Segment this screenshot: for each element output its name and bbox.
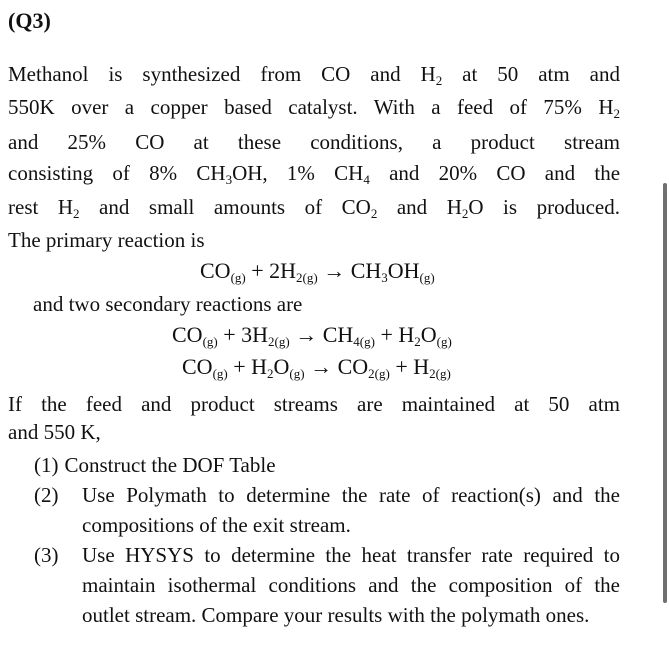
intro-line-6: The primary reaction is — [8, 228, 205, 252]
task-number: (2) — [34, 483, 59, 507]
primary-reaction-equation: $CO_{(g)} + 2H_{2(g)} \to CH_3OH_{(g)}$ — [200, 258, 435, 285]
task-2 — [34, 480, 620, 540]
task-number: (1) — [34, 453, 59, 477]
task-3 — [34, 540, 620, 630]
task-text: Use Polymath to determine the rate of reaction(s) and the compositions of the exit stream. — [82, 483, 620, 537]
task-number: (3) — [34, 543, 59, 567]
task-text: Construct the DOF Table — [64, 453, 276, 477]
condition-line-1: If the feed and product streams are maintained at 50 atm — [8, 392, 620, 416]
question-label: (Q3) — [8, 8, 51, 33]
task-1 — [34, 450, 620, 480]
task-text: Use HYSYS to determine the heat transfer rate required to maintain isothermal conditions and the composition of the outlet stream. Compare your results with the polymath ones. — [82, 543, 620, 627]
secondary-reaction-1: $CO_{(g)} + 3H_{2(g)} \to CH_{4(g)} + H_2O_{(g)}$ — [172, 322, 452, 349]
secondary-reaction-2: $CO_{(g)} + H_2O_{(g)} \to CO_{2(g)} + H_{2(g)}$ — [182, 354, 451, 381]
intro-line-4: consisting of 8% $CH_3OH$, 1% $CH_4$ and 20% CO and the — [8, 161, 621, 187]
scrollbar-thumb[interactable] — [663, 183, 667, 603]
intro-line-3: and 25% CO at these conditions, a product stream — [8, 130, 620, 154]
condition-line-2: and 550 K, — [8, 420, 101, 444]
intro-line-2: 550K over a copper based catalyst. With a feed of 75% $H_2$ — [8, 95, 620, 121]
intro-line-5: rest $H_2$ and small amounts of $CO_2$ and $H_2O$ is produced. — [8, 195, 620, 221]
secondary-intro: and two secondary reactions are — [33, 292, 303, 316]
intro-line-1: Methanol is synthesized from CO and $H_2$ at 50 atm and — [8, 62, 621, 88]
